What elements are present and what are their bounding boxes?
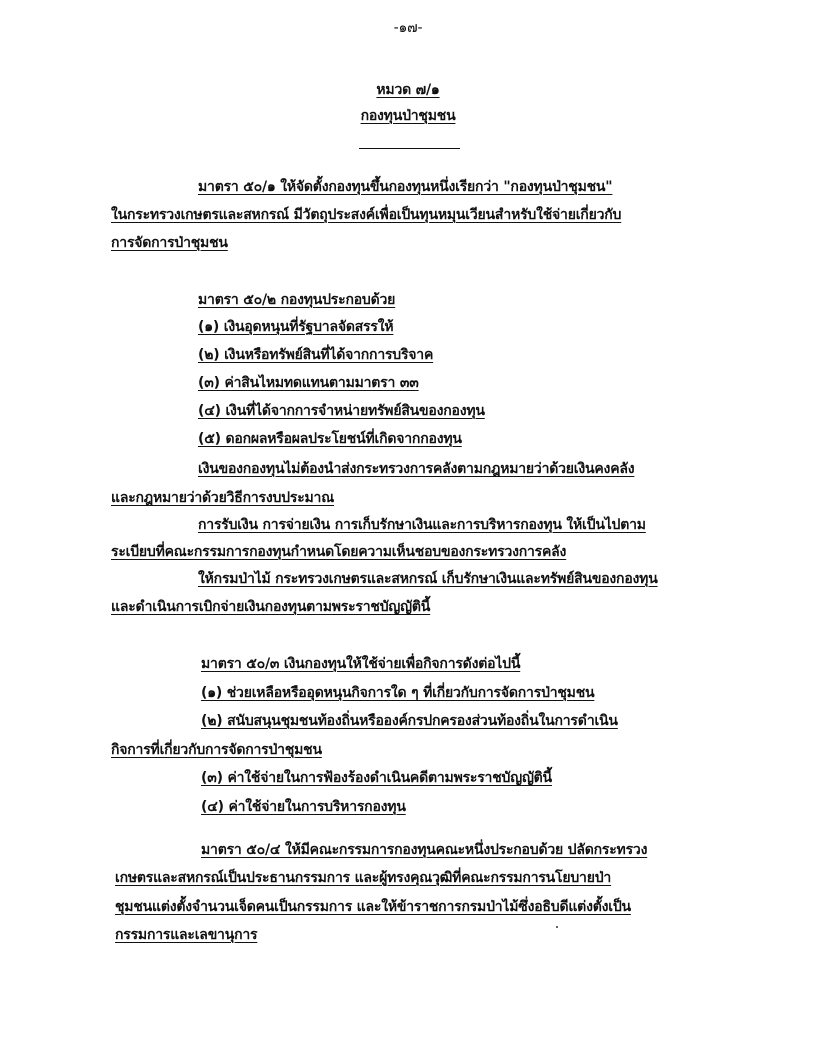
section-50-3-item: (๓) ค่าใช้จ่ายในการฟ้องร้องดำเนินคดีตามพระราชบัญญัตินี้ — [201, 770, 552, 786]
scan-speck — [556, 926, 558, 928]
section-50-3-item: (๔) ค่าใช้จ่ายในการบริหารกองทุน — [201, 799, 406, 815]
section-50-3-item: (๑) ช่วยเหลือหรืออุดหนุนกิจการใด ๆ ที่เกี่ยวกับการจัดการป่าชุมชน — [201, 685, 595, 701]
page-number: -๑๗- — [393, 20, 423, 36]
section-50-4-line: ชุมชนแต่งตั้งจำนวนเจ็ดคนเป็นกรรมการ และให้ข้าราชการกรมป่าไม้ซึ่งอธิบดีแต่งตั้งเป็น — [115, 899, 631, 915]
chapter-title: หมวด ๗/๑ — [376, 82, 440, 98]
section-50-2-paragraph: และดำเนินการเบิกจ่ายเงินกองทุนตามพระราชบัญญัตินี้ — [111, 599, 431, 615]
section-50-4-line: กรรมการและเลขานุการ — [115, 927, 258, 943]
section-50-1-line: การจัดการป่าชุมชน — [111, 235, 228, 251]
section-50-3-item: (๒) สนับสนุนชุมชนท้องถิ่นหรือองค์กรปกครองส่วนท้องถิ่นในการดำเนิน — [201, 713, 618, 729]
section-50-2-paragraph: ให้กรมป่าไม้ กระทรวงเกษตรและสหกรณ์ เก็บรักษาเงินและทรัพย์สินของกองทุน — [198, 571, 658, 587]
section-50-2-paragraph: ระเบียบที่คณะกรรมการกองทุนกำหนดโดยความเห็นชอบของกระทรวงการคลัง — [111, 544, 567, 560]
chapter-subtitle: กองทุนป่าชุมชน — [360, 108, 456, 124]
section-50-2-paragraph: และกฎหมายว่าด้วยวิธีการงบประมาณ — [111, 490, 334, 506]
section-50-2-item: (๑) เงินอุดหนุนที่รัฐบาลจัดสรรให้ — [198, 319, 394, 335]
section-50-2-heading: มาตรา ๕๐/๒ กองทุนประกอบด้วย — [198, 292, 396, 308]
section-50-1-line: มาตรา ๕๐/๑ ให้จัดตั้งกองทุนขึ้นกองทุนหนึ่งเรียกว่า "กองทุนป่าชุมชน" — [198, 179, 613, 195]
section-50-1-line: ในกระทรวงเกษตรและสหกรณ์ มีวัตถุประสงค์เพื่อเป็นทุนหมุนเวียนสำหรับใช้จ่ายเกี่ยวกับ — [111, 207, 622, 223]
section-50-4-line: มาตรา ๕๐/๔ ให้มีคณะกรรมการกองทุนคณะหนึ่งประกอบด้วย ปลัดกระทรวง — [201, 842, 648, 858]
section-50-2-item: (๔) เงินที่ได้จากการจำหน่ายทรัพย์สินของกองทุน — [198, 403, 485, 419]
section-50-2-item: (๒) เงินหรือทรัพย์สินที่ได้จากการบริจาค — [198, 347, 434, 363]
section-50-2-item: (๕) ดอกผลหรือผลประโยชน์ที่เกิดจากกองทุน — [198, 431, 462, 447]
section-50-3-item: กิจการที่เกี่ยวกับการจัดการป่าชุมชน — [111, 742, 322, 758]
section-50-2-paragraph: การรับเงิน การจ่ายเงิน การเก็บรักษาเงินและการบริหารกองทุน ให้เป็นไปตาม — [198, 517, 646, 533]
section-50-3-heading: มาตรา ๕๐/๓ เงินกองทุนให้ใช้จ่ายเพื่อกิจการดังต่อไปนี้ — [201, 656, 521, 672]
title-divider — [359, 148, 460, 149]
section-50-2-item: (๓) ค่าสินไหมทดแทนตามมาตรา ๓๓ — [198, 375, 419, 391]
section-50-4-line: เกษตรและสหกรณ์เป็นประธานกรรมการ และผู้ทรงคุณวุฒิที่คณะกรรมการนโยบายป่า — [115, 870, 612, 886]
section-50-2-paragraph: เงินของกองทุนไม่ต้องนำส่งกระทรวงการคลังตามกฎหมายว่าด้วยเงินคงคลัง — [198, 461, 635, 477]
